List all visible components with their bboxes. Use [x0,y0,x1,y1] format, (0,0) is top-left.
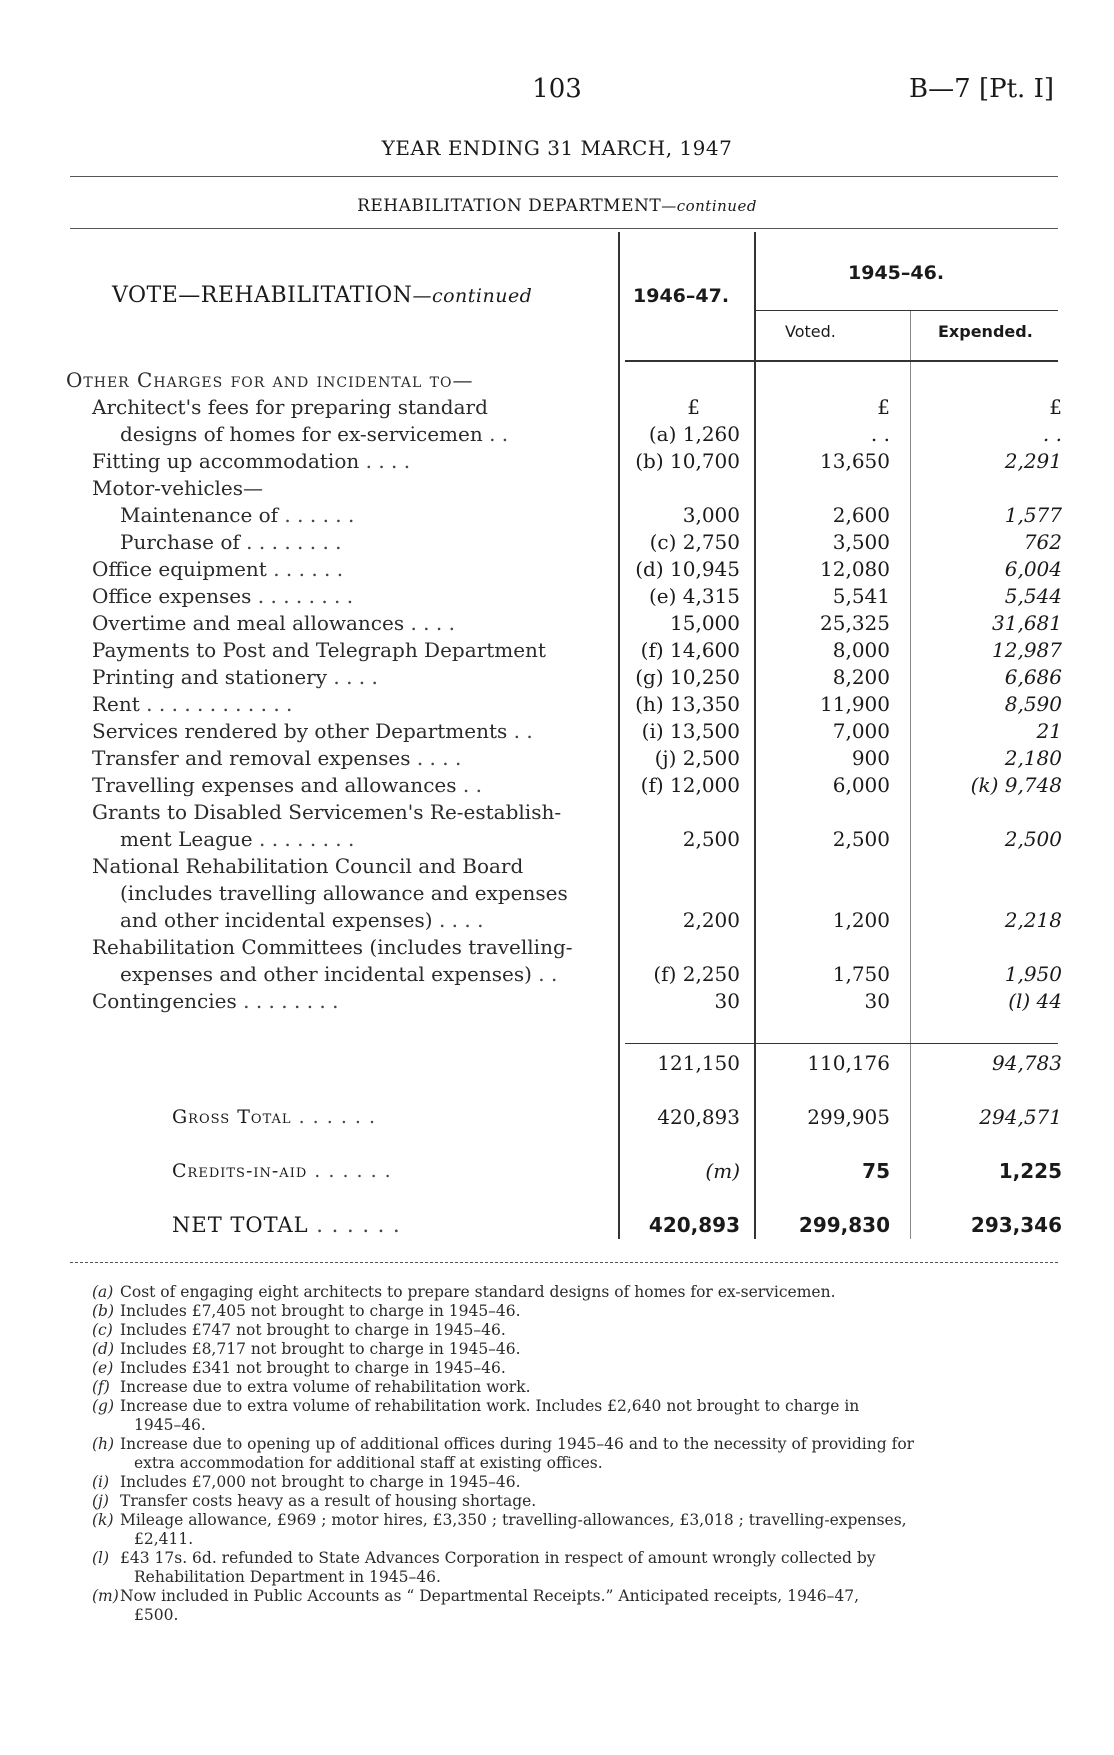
row-line: and other incidental expenses) . . . . [120,908,484,932]
row-line: (includes travelling allowance and expenses [120,881,568,905]
gross-total-label: Gross Total . . . . . . [172,1106,377,1128]
row-line: Architect's fees for preparing standard [92,395,488,419]
value-voted: 8,000 [832,638,890,662]
row-line: National Rehabilitation Council and Board [92,854,524,878]
row-line: designs of homes for ex-servicemen . . [120,422,509,446]
value-expended: 2,180 [1004,746,1062,770]
value-1946: (f) 2,250 [653,962,740,986]
value-voted: 900 [851,746,890,770]
value-1946: (g) 10,250 [635,665,740,689]
value-voted: 30 [864,989,890,1013]
value-voted: 8,200 [832,665,890,689]
column-header-1945: 1945–46. [848,262,945,284]
footnote: (d) Includes £8,717 not brought to charge in 1945–46. [92,1340,521,1358]
table-bottom-rule [70,1262,1058,1263]
net-total-expended: 293,346 [970,1213,1062,1237]
value-1946: (h) 13,350 [635,692,740,716]
value-voted: 2,500 [832,827,890,851]
column-header-1946: 1946–47. [633,285,730,307]
row-description [92,394,600,448]
value-expended: 1,577 [1004,503,1062,527]
value-expended: 762 [1023,530,1062,554]
value-1946: 15,000 [670,611,740,635]
subtotal-voted: 110,176 [807,1051,890,1075]
row-description: Fitting up accommodation . . . . [92,449,411,473]
subtotal-1946: 121,150 [657,1051,740,1075]
row-description [92,853,568,934]
footnote: (h) Increase due to opening up of additional offices during 1945–46 and to the necessity of providing for extra accommodation for additional staff at existing offices. [92,1435,915,1472]
currency-voted: £ [877,395,890,419]
value-1946: (a) 1,260 [648,422,740,446]
credits-expended: 1,225 [998,1159,1062,1183]
value-expended: 5,544 [1004,584,1062,608]
footnote: (i) Includes £7,000 not brought to charge in 1945–46. [92,1473,521,1491]
credits-voted: 75 [862,1159,890,1183]
value-voted: 11,900 [820,692,890,716]
row-description: Motor-vehicles— [92,476,264,500]
row-description: Office expenses . . . . . . . . [92,584,354,608]
value-voted: . . [870,422,890,446]
column-divider-3 [910,310,911,1239]
value-expended: (k) 9,748 [970,773,1062,797]
gross-total-voted: 299,905 [807,1105,890,1129]
credits-1946: (m) [705,1159,740,1183]
value-expended: 21 [1036,719,1062,743]
row-description: Printing and stationery . . . . [92,665,378,689]
footnote: (c) Includes £747 not brought to charge in 1945–46. [92,1321,506,1339]
footnote: (e) Includes £341 not brought to charge in 1945–46. [92,1359,506,1377]
value-expended: 8,590 [1004,692,1062,716]
value-expended: 2,291 [1004,449,1062,473]
header-rule-2 [70,228,1058,229]
value-1946: 3,000 [682,503,740,527]
value-expended: 2,218 [1004,908,1062,932]
footnote: (f) Increase due to extra volume of rehabilitation work. [92,1378,531,1396]
row-description: Transfer and removal expenses . . . . [92,746,462,770]
row-line: ment League . . . . . . . . [120,827,355,851]
vote-title: VOTE—REHABILITATION—continued [112,283,533,308]
footnote: (m)Now included in Public Accounts as “ Departmental Receipts.” Anticipated receipts, 1946–47, £500. [92,1587,860,1624]
value-voted: 12,080 [820,557,890,581]
row-description: Purchase of . . . . . . . . [120,530,342,554]
value-1946: 2,200 [682,908,740,932]
value-expended: 6,686 [1004,665,1062,689]
column-divider-1 [618,232,620,1239]
header-bottom-rule [625,360,1058,362]
value-voted: 7,000 [832,719,890,743]
value-voted: 5,541 [832,584,890,608]
section-heading: Other Charges for and incidental to— [66,368,474,392]
column-header-voted: Voted. [785,322,836,341]
net-total-voted: 299,830 [798,1213,890,1237]
value-1946: 2,500 [682,827,740,851]
value-expended: 1,950 [1004,962,1062,986]
subheader-rule [754,310,1058,311]
row-description [92,799,561,853]
row-description: Rent . . . . . . . . . . . . [92,692,293,716]
gross-total-expended: 294,571 [979,1105,1062,1129]
value-voted: 2,600 [832,503,890,527]
value-voted: 1,200 [832,908,890,932]
value-1946: 30 [714,989,740,1013]
value-1946: (d) 10,945 [635,557,740,581]
row-line: Rehabilitation Committees (includes travelling- [92,935,573,959]
page-number: 103 [532,74,582,104]
value-1946: (j) 2,500 [654,746,740,770]
value-voted: 25,325 [820,611,890,635]
footnote: (a) Cost of engaging eight architects to prepare standard designs of homes for ex-servicemen. [92,1283,836,1301]
row-line: Grants to Disabled Servicemen's Re-establish- [92,800,562,824]
value-expended: 2,500 [1004,827,1062,851]
currency-1946: £ [687,395,700,419]
footnote: (g) Increase due to extra volume of rehabilitation work. Includes £2,640 not brought to charge in 1945–46. [92,1397,860,1434]
footnote: (b) Includes £7,405 not brought to charge in 1945–46. [92,1302,521,1320]
value-voted: 1,750 [832,962,890,986]
row-description: Maintenance of . . . . . . [120,503,355,527]
value-expended: (l) 44 [1008,989,1062,1013]
document-reference: B—7 [Pt. I] [909,74,1054,104]
subtotal-rule [625,1043,1058,1044]
value-1946: (f) 14,600 [640,638,740,662]
value-voted: 3,500 [832,530,890,554]
row-description: Contingencies . . . . . . . . [92,989,339,1013]
column-divider-2 [754,232,756,1239]
value-expended: . . [1042,422,1062,446]
footnote: (l) £43 17s. 6d. refunded to State Advances Corporation in respect of amount wrongly collected by Rehabilitation Department in 1945–46. [92,1549,876,1586]
row-line: expenses and other incidental expenses) . . [120,962,558,986]
value-expended: 6,004 [1004,557,1062,581]
row-description: Office equipment . . . . . . [92,557,344,581]
value-1946: (e) 4,315 [648,584,740,608]
footnotes [92,1283,1062,1625]
row-description: Services rendered by other Departments . . [92,719,533,743]
row-description: Overtime and meal allowances . . . . [92,611,455,635]
row-description [92,934,573,988]
currency-expended: £ [1049,395,1062,419]
gross-total-1946: 420,893 [657,1105,740,1129]
net-total-1946: 420,893 [648,1213,740,1237]
value-1946: (b) 10,700 [635,449,740,473]
row-description: Payments to Post and Telegraph Department [92,638,546,662]
value-voted: 6,000 [832,773,890,797]
value-1946: (c) 2,750 [649,530,740,554]
row-description: Travelling expenses and allowances . . [92,773,482,797]
value-expended: 12,987 [992,638,1062,662]
value-1946: (f) 12,000 [640,773,740,797]
value-1946: (i) 13,500 [641,719,740,743]
column-header-expended: Expended. [938,322,1033,341]
net-total-label: NET TOTAL . . . . . . [172,1213,401,1237]
subtotal-expended: 94,783 [992,1051,1062,1075]
year-title: YEAR ENDING 31 MARCH, 1947 [381,136,733,160]
footnote: (k) Mileage allowance, £969 ; motor hires, £3,350 ; travelling-allowances, £3,018 ; travelling-expenses, £2,411. [92,1511,907,1548]
department-title: REHABILITATION DEPARTMENT—continued [357,196,757,216]
header-rule [70,176,1058,177]
footnote: (j) Transfer costs heavy as a result of housing shortage. [92,1492,537,1510]
value-expended: 31,681 [992,611,1062,635]
credits-in-aid-label: Credits-in-aid . . . . . . [172,1160,392,1182]
value-voted: 13,650 [820,449,890,473]
